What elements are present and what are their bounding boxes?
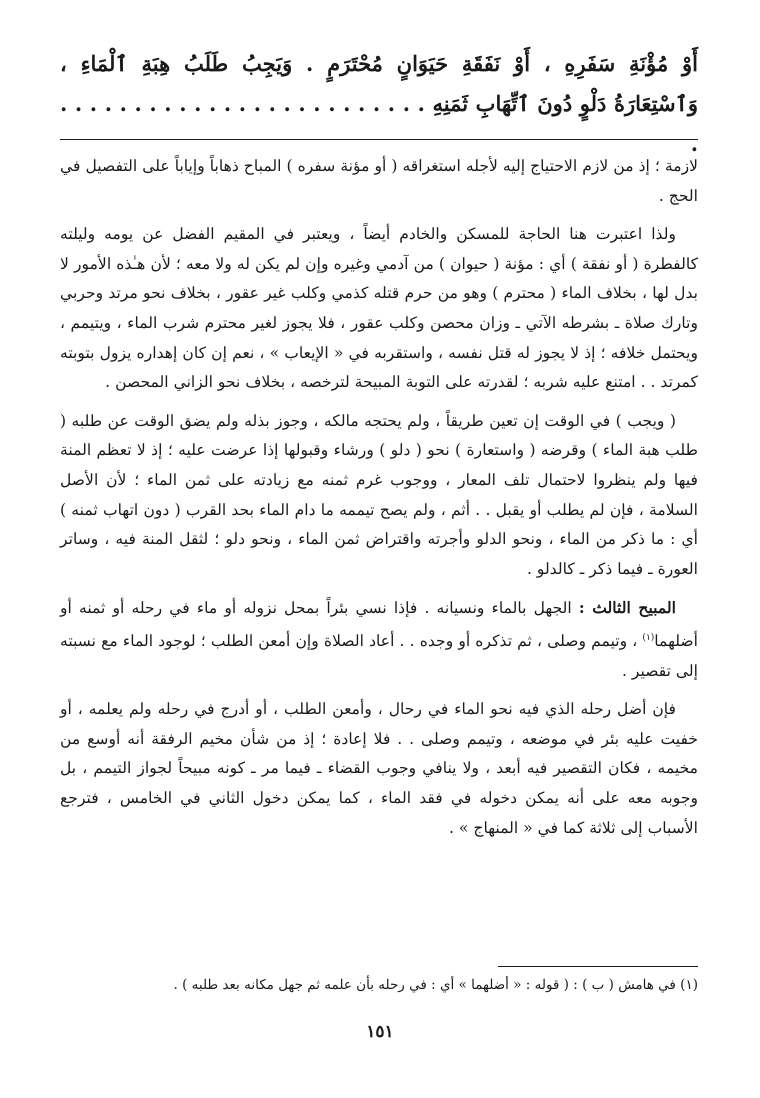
footnote-number: (١) bbox=[680, 977, 698, 993]
commentary-paragraph: ولذا اعتبرت هنا الحاجة للمسكن والخادم أيضاً ، ويعتبر في المقيم الفضل عن يومه وليلته كالفطرة ( أو نفقة ) أي : مؤنة ( حيوان ) من آدمي وغيره وإن لم يكن له ولا معه ؛ لأن هـٰذه الأمور لا بدل لها ، بخلاف الماء ( محترم ) وهو من حرم قتله كذمي وكلب غير عقور ، بخلاف نحو مرتد وحربي وتارك صلاة ـ بشرطه الآتي ـ وزان محصن وكلب عقور ، فلا يجوز لغير محترم شرب الماء ، ويتيمم ، ويحتمل خلافه ؛ إذ لا يجوز له قتل نفسه ، واستقربه في « الإيعاب » ، نعم إن كان إهداره يزول بتوبته كمرتد . . امتنع عليه شربه ؛ لقدرته على التوبة المبيحة لترخصه ، بخلاف نحو الزاني المحصن . bbox=[60, 225, 698, 392]
section-heading: المبيح الثالث : bbox=[578, 598, 676, 618]
matn-line: أَوْ مُؤْنَةِ سَفَرِهِ ، أَوْ نَفَقَةِ حَيَوَانٍ مُحْتَرَمٍ . وَيَجِبُ طَلَبُ هِبَةِ ٱلْمَاءِ ، وَٱسْتِعَارَةُ دَلْوٍ دُونَ ٱتِّهَابِ ثَمَنِهِ bbox=[60, 51, 698, 116]
page-number: ١٥١ bbox=[366, 1022, 394, 1042]
commentary-paragraph: فإن أضل رحله الذي فيه نحو الماء في رحال ، وأمعن الطلب ، أو أدرج في رحله ولم يعلمه ، أو خفيت عليه بئر في موضعه ، وتيمم وصلى . . فلا إعادة ؛ إذ من شأن مخيم الرفقة أنه أوسع من مخيمه ، فكان التقصير فيه أبعد ، ولا ينافي وجوب القضاء ـ فيما مر ـ كونه مبيحاً لجواز التيمم ، بل وجوبه معه على أنه يمكن دخوله في فقد الماء ، كما يمكن دخول الثاني في الخامس ، فترجع الأسباب إلى ثلاثة كما في « المنهاج » . bbox=[60, 700, 698, 837]
footnote-separator bbox=[498, 966, 698, 967]
footnote-text: في هامش ( ب ) : ( قوله : « أضلهما » أي : في رحله بأن علمه ثم جهل مكانه بعد طلبه ) . bbox=[173, 977, 676, 993]
section-body-continued: ، وتيمم وصلى ، ثم تذكره أو وجده . . أعاد الصلاة وإن أمعن الطلب ؛ لوجود الماء مع نسبته إلى تقصير . bbox=[60, 632, 698, 680]
footnote bbox=[60, 974, 698, 996]
commentary-paragraph: ( ويجب ) في الوقت إن تعين طريقاً ، ولم يحتجه مالكه ، وجوز بذله ولم يضق الوقت عن طلبه ( طلب هبة الماء ) وقرضه ( واستعارة ) نحو ( دلو ) ورشاء وقبولها إذا عرضت عليه ؛ إذ لا تعظم المنة فيها ولم ينظروا لاحتمال تلف المعار ، ووجوب غرم ثمنه مع زيادته على ثمن الماء ؛ لأن الأصل السلامة ، فإن لم يطلب أو يقبل . . أثم ، ولم يصح تيممه ما دام الماء بحد القرب ( دون اتهاب ثمنه ) أي : ما ذكر من الماء ، ونحو الدلو وأجرته واقتراض ثمن الماء ، ونحو دلو ؛ لثقل المنة فيه ، وساتر العورة ـ فيما ذكر ـ كالدلو . bbox=[60, 411, 698, 578]
matn-dots: . . . . . . . . . . . . . . . . . . . . . . . . . . bbox=[60, 91, 698, 156]
commentary-paragraph: لازمة ؛ إذ من لازم الاحتياج إليه لأجله استغراقه ( أو مؤنة سفره ) المباح ذهاباً وإياباً على التفصيل في الحج . bbox=[60, 157, 698, 205]
commentary-text bbox=[60, 152, 698, 852]
matn-separator bbox=[60, 139, 698, 140]
footnote-reference[interactable]: (١) bbox=[642, 632, 655, 643]
matn-text bbox=[60, 44, 698, 164]
commentary-paragraph-third bbox=[60, 593, 698, 686]
section-body: الجهل بالماء ونسيانه . فإذا نسي بئراً بمحل نزوله أو ماء في رحله أو ثمنه أو أضلهما bbox=[60, 599, 698, 651]
